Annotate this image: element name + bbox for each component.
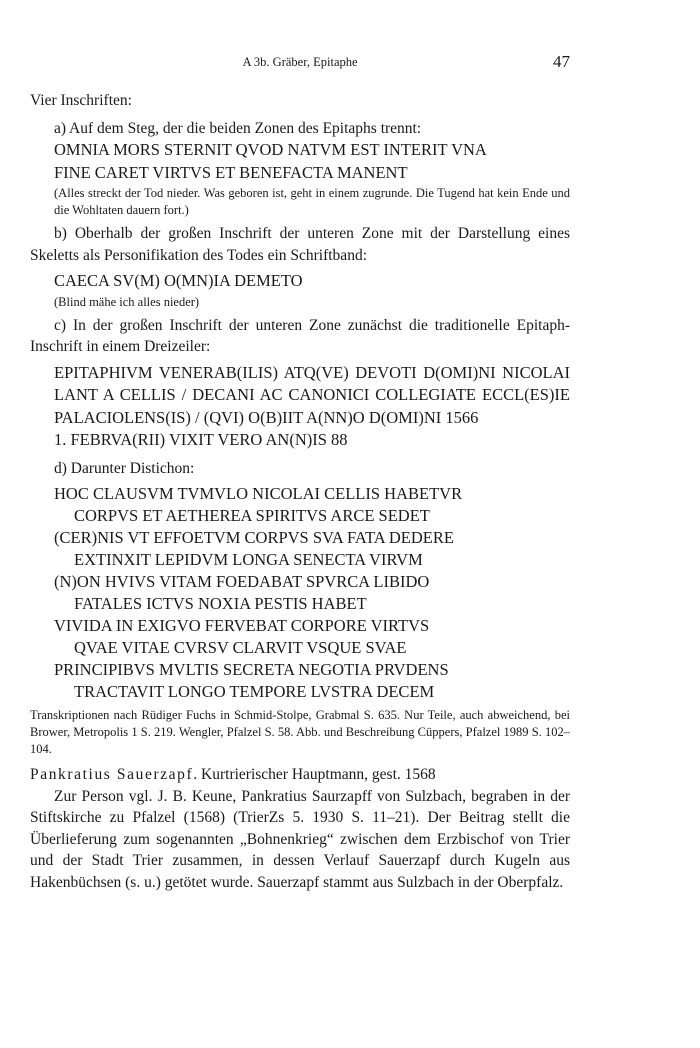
verse-hexameter: (N)ON HVIVS VITAM FOEDABAT SPVRCA LIBIDO bbox=[54, 572, 430, 591]
section-d-label: d) Darunter Distichon: bbox=[54, 459, 195, 477]
section-b-translation: (Blind mähe ich alles nieder) bbox=[54, 294, 200, 309]
inscription-line: OMNIA MORS STERNIT QVOD NATVM EST INTERIT VNA bbox=[54, 140, 487, 159]
section-b-label: b) Oberhalb der großen Inschrift der unteren Zone mit der Darstellung eines Skeletts als Personifikation des Todes ein Schriftband: bbox=[30, 225, 570, 264]
verse-hexameter: VIVIDA IN EXIGVO FERVEBAT CORPORE VIRTVS bbox=[54, 616, 430, 635]
section-a-inscription bbox=[30, 139, 570, 184]
section-a-label: a) Auf dem Steg, der die beiden Zonen des Epitaphs trennt: bbox=[54, 119, 422, 137]
verse-pentameter: QVAE VITAE CVRSV CLARVIT VSQUE SVAE bbox=[74, 638, 407, 657]
section-b-inscription: CAECA SV(M) O(MN)IA DEMETO bbox=[54, 271, 303, 290]
transcription-note: Transkriptionen nach Rüdiger Fuchs in Schmid-Stolpe, Grabmal S. 635. Nur Teile, auch abweichend, bei Brower, Metropolis 1 S. 219. Wengler, Pfalzel S. 58. Abb. und Beschreibung Cüppers, Pfalzel 1989 S. 102–104. bbox=[30, 708, 570, 756]
running-head: A 3b. Gräber, Epitaphe bbox=[242, 55, 358, 69]
page-number: 47 bbox=[553, 52, 570, 71]
section-c-label: c) In der großen Inschrift der unteren Zone zunächst die traditionelle Epitaph-Inschrift in einem Dreizeiler: bbox=[30, 316, 570, 355]
entry-title-rest: . Kurtrierischer Hauptmann, gest. 1568 bbox=[193, 766, 436, 783]
section-c-inscription: EPITAPHIVM VENERAB(ILIS) ATQ(VE) DEVOTI D(OMI)NI NICOLAI LANT A CELLIS / DECANI AC CANONICI COLLEGIATE ECCL(ES)IE PALACIOLENS(IS) / (QVI) O(B)IIT A(NN)O D(OMI)NI 1566 bbox=[54, 362, 570, 427]
inscription-line: FINE CARET VIRTVS ET BENEFACTA MANENT bbox=[54, 162, 408, 182]
verse-pentameter: TRACTAVIT LONGO TEMPORE LVSTRA DECEM bbox=[74, 682, 435, 701]
entry-heading bbox=[30, 764, 570, 786]
entry-body: Zur Person vgl. J. B. Keune, Pankratius Saurzapff von Sulzbach, begraben in der Stiftskirche zu Pfalzel (1568) (TrierZs 5. 1930 S. 11–21). Der Beitrag stellt die Überlieferung zum sogenannten „Bohnenkrieg“ zwischen dem Erzbischof von Trier und der Stadt Trier zusammen, in dessen Verlauf Sauerzapf durch Kugeln aus Hakenbüchsen (s. u.) getötet wurde. Sauerzapf stammt aus Sulzbach in der Oberpfalz. bbox=[30, 787, 570, 891]
verse-pentameter: FATALES ICTVS NOXIA PESTIS HABET bbox=[74, 594, 367, 613]
page-body bbox=[30, 90, 570, 893]
verse-hexameter: HOC CLAUSVM TVMVLO NICOLAI CELLIS HABETVR bbox=[54, 484, 463, 503]
section-a-translation: (Alles streckt der Tod nieder. Was geboren ist, geht in einem zugrunde. Die Tugend hat kein Ende und die Wohltaten dauern fort.) bbox=[54, 186, 570, 217]
verse-hexameter: (CER)NIS VT EFFOETVM CORPVS SVA FATA DEDERE bbox=[54, 528, 454, 547]
entry-name: Pankratius Sauerzapf bbox=[30, 766, 194, 783]
verse-pentameter: CORPVS ET AETHEREA SPIRITVS ARCE SEDET bbox=[74, 506, 430, 525]
verse-hexameter: PRINCIPIBVS MVLTIS SECRETA NEGOTIA PRVDENS bbox=[54, 660, 449, 679]
verse-pentameter: EXTINXIT LEPIDVM LONGA SENECTA VIRVM bbox=[74, 550, 423, 569]
page-header bbox=[30, 53, 570, 73]
section-d-distichon bbox=[30, 483, 570, 703]
section-c-inscription-last: 1. FEBRVA(RII) VIXIT VERO AN(N)IS 88 bbox=[54, 430, 348, 449]
intro-line: Vier Inschriften: bbox=[30, 92, 132, 109]
